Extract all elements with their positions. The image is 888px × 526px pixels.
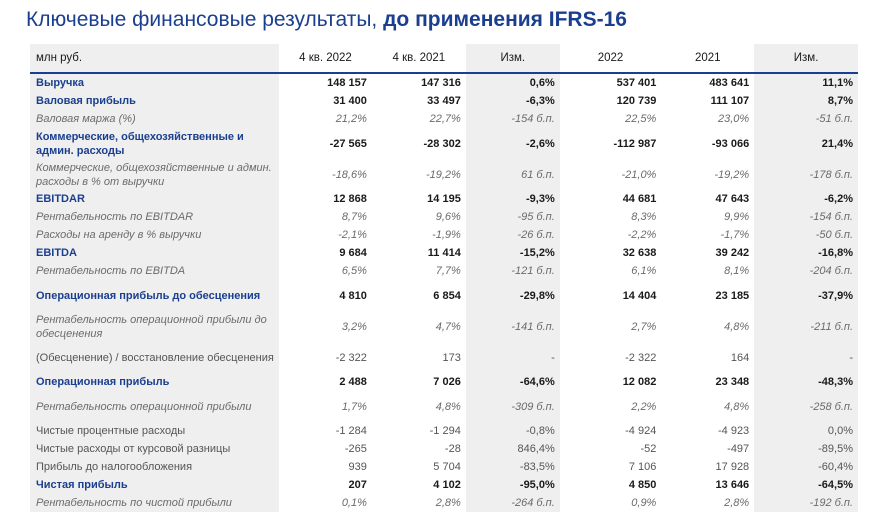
value-change-quarter: -: [466, 342, 560, 373]
value-change-quarter: -83,5%: [466, 458, 560, 476]
row-label: Выручка: [30, 73, 279, 92]
column-header-change-quarter: Изм.: [466, 44, 560, 73]
value-q4-2021: 11 414: [427, 247, 461, 259]
table-row: [30, 128, 858, 159]
column-header-q4-2022: 4 кв. 2022: [279, 44, 372, 73]
value-q4-2022: 21,2%: [335, 113, 367, 125]
value-change-year: -178 б.п.: [754, 159, 858, 190]
value-change-year: -48,3%: [754, 373, 858, 391]
value-2021: 23 348: [715, 376, 750, 388]
value-q4-2021: 33 497: [427, 95, 461, 107]
value-change-year: 8,7%: [754, 92, 858, 110]
value-q4-2022: -265: [344, 443, 367, 455]
table-row: [30, 262, 858, 280]
value-q4-2021: -1 294: [429, 425, 461, 437]
row-label: Рентабельность по чистой прибыли: [30, 494, 279, 512]
row-label: Валовая прибыль: [30, 92, 279, 110]
value-q4-2022: 0,1%: [341, 497, 367, 509]
value-2021: -1,7%: [720, 229, 750, 241]
value-q4-2021: 22,7%: [429, 113, 461, 125]
row-label: Чистая прибыль: [30, 476, 279, 494]
row-label: EBITDAR: [30, 190, 279, 208]
table-row: [30, 373, 858, 391]
value-q4-2022: -18,6%: [332, 168, 367, 181]
row-label: Расходы на аренду в % выручки: [30, 226, 279, 244]
value-2022: -52: [640, 443, 657, 455]
value-q4-2022: 148 157: [327, 77, 367, 89]
value-q4-2022: -2,1%: [338, 229, 367, 241]
value-2022: 2,7%: [631, 320, 657, 333]
column-header-units: млн руб.: [30, 44, 279, 73]
row-label: Рентабельность по EBITDAR: [30, 208, 279, 226]
value-2022: -2,2%: [627, 229, 657, 241]
value-change-year: -154 б.п.: [754, 208, 858, 226]
table-row: [30, 73, 858, 92]
value-change-quarter: 846,4%: [466, 440, 560, 458]
value-change-quarter: -9,3%: [466, 190, 560, 208]
value-q4-2021: 147 316: [421, 77, 461, 89]
value-q4-2021: 7 026: [433, 376, 461, 388]
value-change-year: -64,5%: [754, 476, 858, 494]
row-label: Коммерческие, общехозяйственные и админ. расходы в % от выручки: [30, 159, 279, 190]
value-q4-2022: 939: [348, 461, 367, 473]
page-title: [26, 8, 627, 32]
value-change-year: -192 б.п.: [754, 494, 858, 512]
value-2022: -2 322: [625, 351, 657, 364]
value-q4-2021: 173: [442, 351, 461, 364]
value-change-year: -60,4%: [754, 458, 858, 476]
value-q4-2022: 31 400: [333, 95, 367, 107]
value-q4-2022: 4 810: [339, 289, 367, 302]
value-q4-2022: 1,7%: [341, 400, 367, 413]
value-2021: 4,8%: [724, 320, 750, 333]
table-row: [30, 226, 858, 244]
table-row: [30, 159, 858, 190]
value-q4-2021: -19,2%: [425, 168, 461, 181]
value-2021: 4,8%: [724, 400, 750, 413]
table-row: [30, 311, 858, 342]
value-q4-2022: 207: [348, 479, 367, 491]
table-row: [30, 342, 858, 373]
value-2021: 47 643: [715, 193, 750, 205]
value-change-year: -: [754, 342, 858, 373]
row-label: Операционная прибыль: [30, 373, 279, 391]
value-change-quarter: -95,0%: [466, 476, 560, 494]
value-change-quarter: -0,8%: [466, 422, 560, 440]
row-label: Рентабельность операционной прибыли: [30, 391, 279, 422]
value-change-year: -6,2%: [754, 190, 858, 208]
column-header-2022: 2022: [560, 44, 662, 73]
value-q4-2022: 3,2%: [341, 320, 367, 333]
table-row: [30, 190, 858, 208]
value-2022: 32 638: [622, 247, 657, 259]
financial-results-table: [30, 44, 858, 512]
column-header-q4-2021: 4 кв. 2021: [372, 44, 466, 73]
table-row: [30, 422, 858, 440]
value-2022: 12 082: [622, 376, 657, 388]
value-change-quarter: -121 б.п.: [466, 262, 560, 280]
row-label: Операционная прибыль до обесценения: [30, 280, 279, 311]
table-row: [30, 110, 858, 128]
value-change-year: 21,4%: [754, 128, 858, 159]
value-2021: 23,0%: [717, 113, 750, 125]
value-q4-2022: -27 565: [329, 137, 367, 150]
value-change-quarter: -6,3%: [466, 92, 560, 110]
value-2022: 22,5%: [625, 113, 657, 125]
value-2022: 2,2%: [631, 400, 657, 413]
value-change-year: -211 б.п.: [754, 311, 858, 342]
value-q4-2022: 8,7%: [341, 211, 367, 223]
value-2022: 6,1%: [631, 265, 657, 277]
row-label: Рентабельность операционной прибыли до обесценения: [30, 311, 279, 342]
value-2021: 8,1%: [724, 265, 750, 277]
value-q4-2021: 4,8%: [435, 400, 461, 413]
value-2022: 120 739: [616, 95, 657, 107]
value-change-quarter: -95 б.п.: [466, 208, 560, 226]
value-2022: -21,0%: [621, 168, 657, 181]
row-label: EBITDA: [30, 244, 279, 262]
value-change-quarter: -264 б.п.: [466, 494, 560, 512]
value-2022: 14 404: [622, 289, 657, 302]
value-change-year: -16,8%: [754, 244, 858, 262]
value-change-year: -37,9%: [754, 280, 858, 311]
value-2021: 164: [730, 351, 750, 364]
row-label: Коммерческие, общехозяйственные и админ. расходы: [30, 128, 279, 159]
row-label: Чистые расходы от курсовой разницы: [30, 440, 279, 458]
value-q4-2021: 9,6%: [435, 211, 461, 223]
value-q4-2021: -28 302: [423, 137, 461, 150]
value-change-quarter: 61 б.п.: [466, 159, 560, 190]
value-change-year: -50 б.п.: [754, 226, 858, 244]
value-change-quarter: 0,6%: [466, 73, 560, 92]
table-header-row: [30, 44, 858, 73]
value-change-quarter: -309 б.п.: [466, 391, 560, 422]
value-change-year: -51 б.п.: [754, 110, 858, 128]
value-change-year: -258 б.п.: [754, 391, 858, 422]
value-2022: 4 850: [628, 479, 657, 491]
value-2022: 44 681: [622, 193, 657, 205]
page-title-main: Ключевые финансовые результаты,: [26, 8, 378, 31]
table-row: [30, 280, 858, 311]
value-2021: 23 185: [715, 289, 750, 302]
row-label: Рентабельность по EBITDA: [30, 262, 279, 280]
value-change-year: 11,1%: [754, 73, 858, 92]
table-row: [30, 391, 858, 422]
value-2022: 537 401: [616, 77, 657, 89]
value-change-quarter: -141 б.п.: [466, 311, 560, 342]
value-q4-2021: 2,8%: [435, 497, 461, 509]
value-2022: -4 924: [625, 425, 657, 437]
value-q4-2021: 14 195: [427, 193, 461, 205]
row-label: (Обесценение) / восстановление обесценения: [30, 342, 279, 373]
table-row: [30, 244, 858, 262]
value-change-quarter: -29,8%: [466, 280, 560, 311]
value-2021: -93 066: [711, 137, 750, 150]
value-q4-2022: -2 322: [335, 351, 367, 364]
value-2021: 39 242: [715, 247, 750, 259]
value-q4-2021: 6 854: [433, 289, 461, 302]
value-q4-2022: 9 684: [339, 247, 367, 259]
value-q4-2021: -28: [444, 443, 461, 455]
value-change-quarter: -15,2%: [466, 244, 560, 262]
value-2021: -4 923: [717, 425, 750, 437]
value-change-quarter: -26 б.п.: [466, 226, 560, 244]
value-2022: -112 987: [613, 137, 657, 150]
table-row: [30, 458, 858, 476]
value-2021: -497: [727, 443, 750, 455]
value-2022: 7 106: [628, 461, 657, 473]
value-q4-2022: 12 868: [333, 193, 367, 205]
row-label: Валовая маржа (%): [30, 110, 279, 128]
value-q4-2022: 6,5%: [341, 265, 367, 277]
value-2021: 483 641: [709, 77, 750, 89]
value-change-quarter: -64,6%: [466, 373, 560, 391]
row-label: Прибыль до налогообложения: [30, 458, 279, 476]
value-2021: 111 107: [710, 95, 750, 107]
value-change-year: -204 б.п.: [754, 262, 858, 280]
value-q4-2022: 2 488: [339, 376, 367, 388]
value-change-quarter: -2,6%: [466, 128, 560, 159]
value-2021: -19,2%: [714, 168, 750, 181]
value-q4-2022: -1 284: [335, 425, 367, 437]
value-q4-2021: 7,7%: [435, 265, 461, 277]
page-title-sub: до применения IFRS-16: [383, 8, 627, 31]
column-header-change-year: Изм.: [754, 44, 858, 73]
table-row: [30, 92, 858, 110]
value-q4-2021: -1,9%: [432, 229, 461, 241]
value-2021: 13 646: [715, 479, 750, 491]
table-row: [30, 494, 858, 512]
column-header-2021: 2021: [661, 44, 754, 73]
value-change-quarter: -154 б.п.: [466, 110, 560, 128]
value-2021: 2,8%: [724, 497, 750, 509]
table-row: [30, 208, 858, 226]
table-body: [30, 73, 858, 512]
value-2021: 9,9%: [724, 211, 750, 223]
value-change-year: 0,0%: [754, 422, 858, 440]
value-change-year: -89,5%: [754, 440, 858, 458]
table-row: [30, 476, 858, 494]
value-q4-2021: 4,7%: [435, 320, 461, 333]
row-label: Чистые процентные расходы: [30, 422, 279, 440]
value-q4-2021: 5 704: [433, 461, 461, 473]
value-2022: 8,3%: [631, 211, 657, 223]
value-q4-2021: 4 102: [433, 479, 461, 491]
table-row: [30, 440, 858, 458]
value-2021: 17 928: [715, 461, 750, 473]
value-2022: 0,9%: [631, 497, 657, 509]
